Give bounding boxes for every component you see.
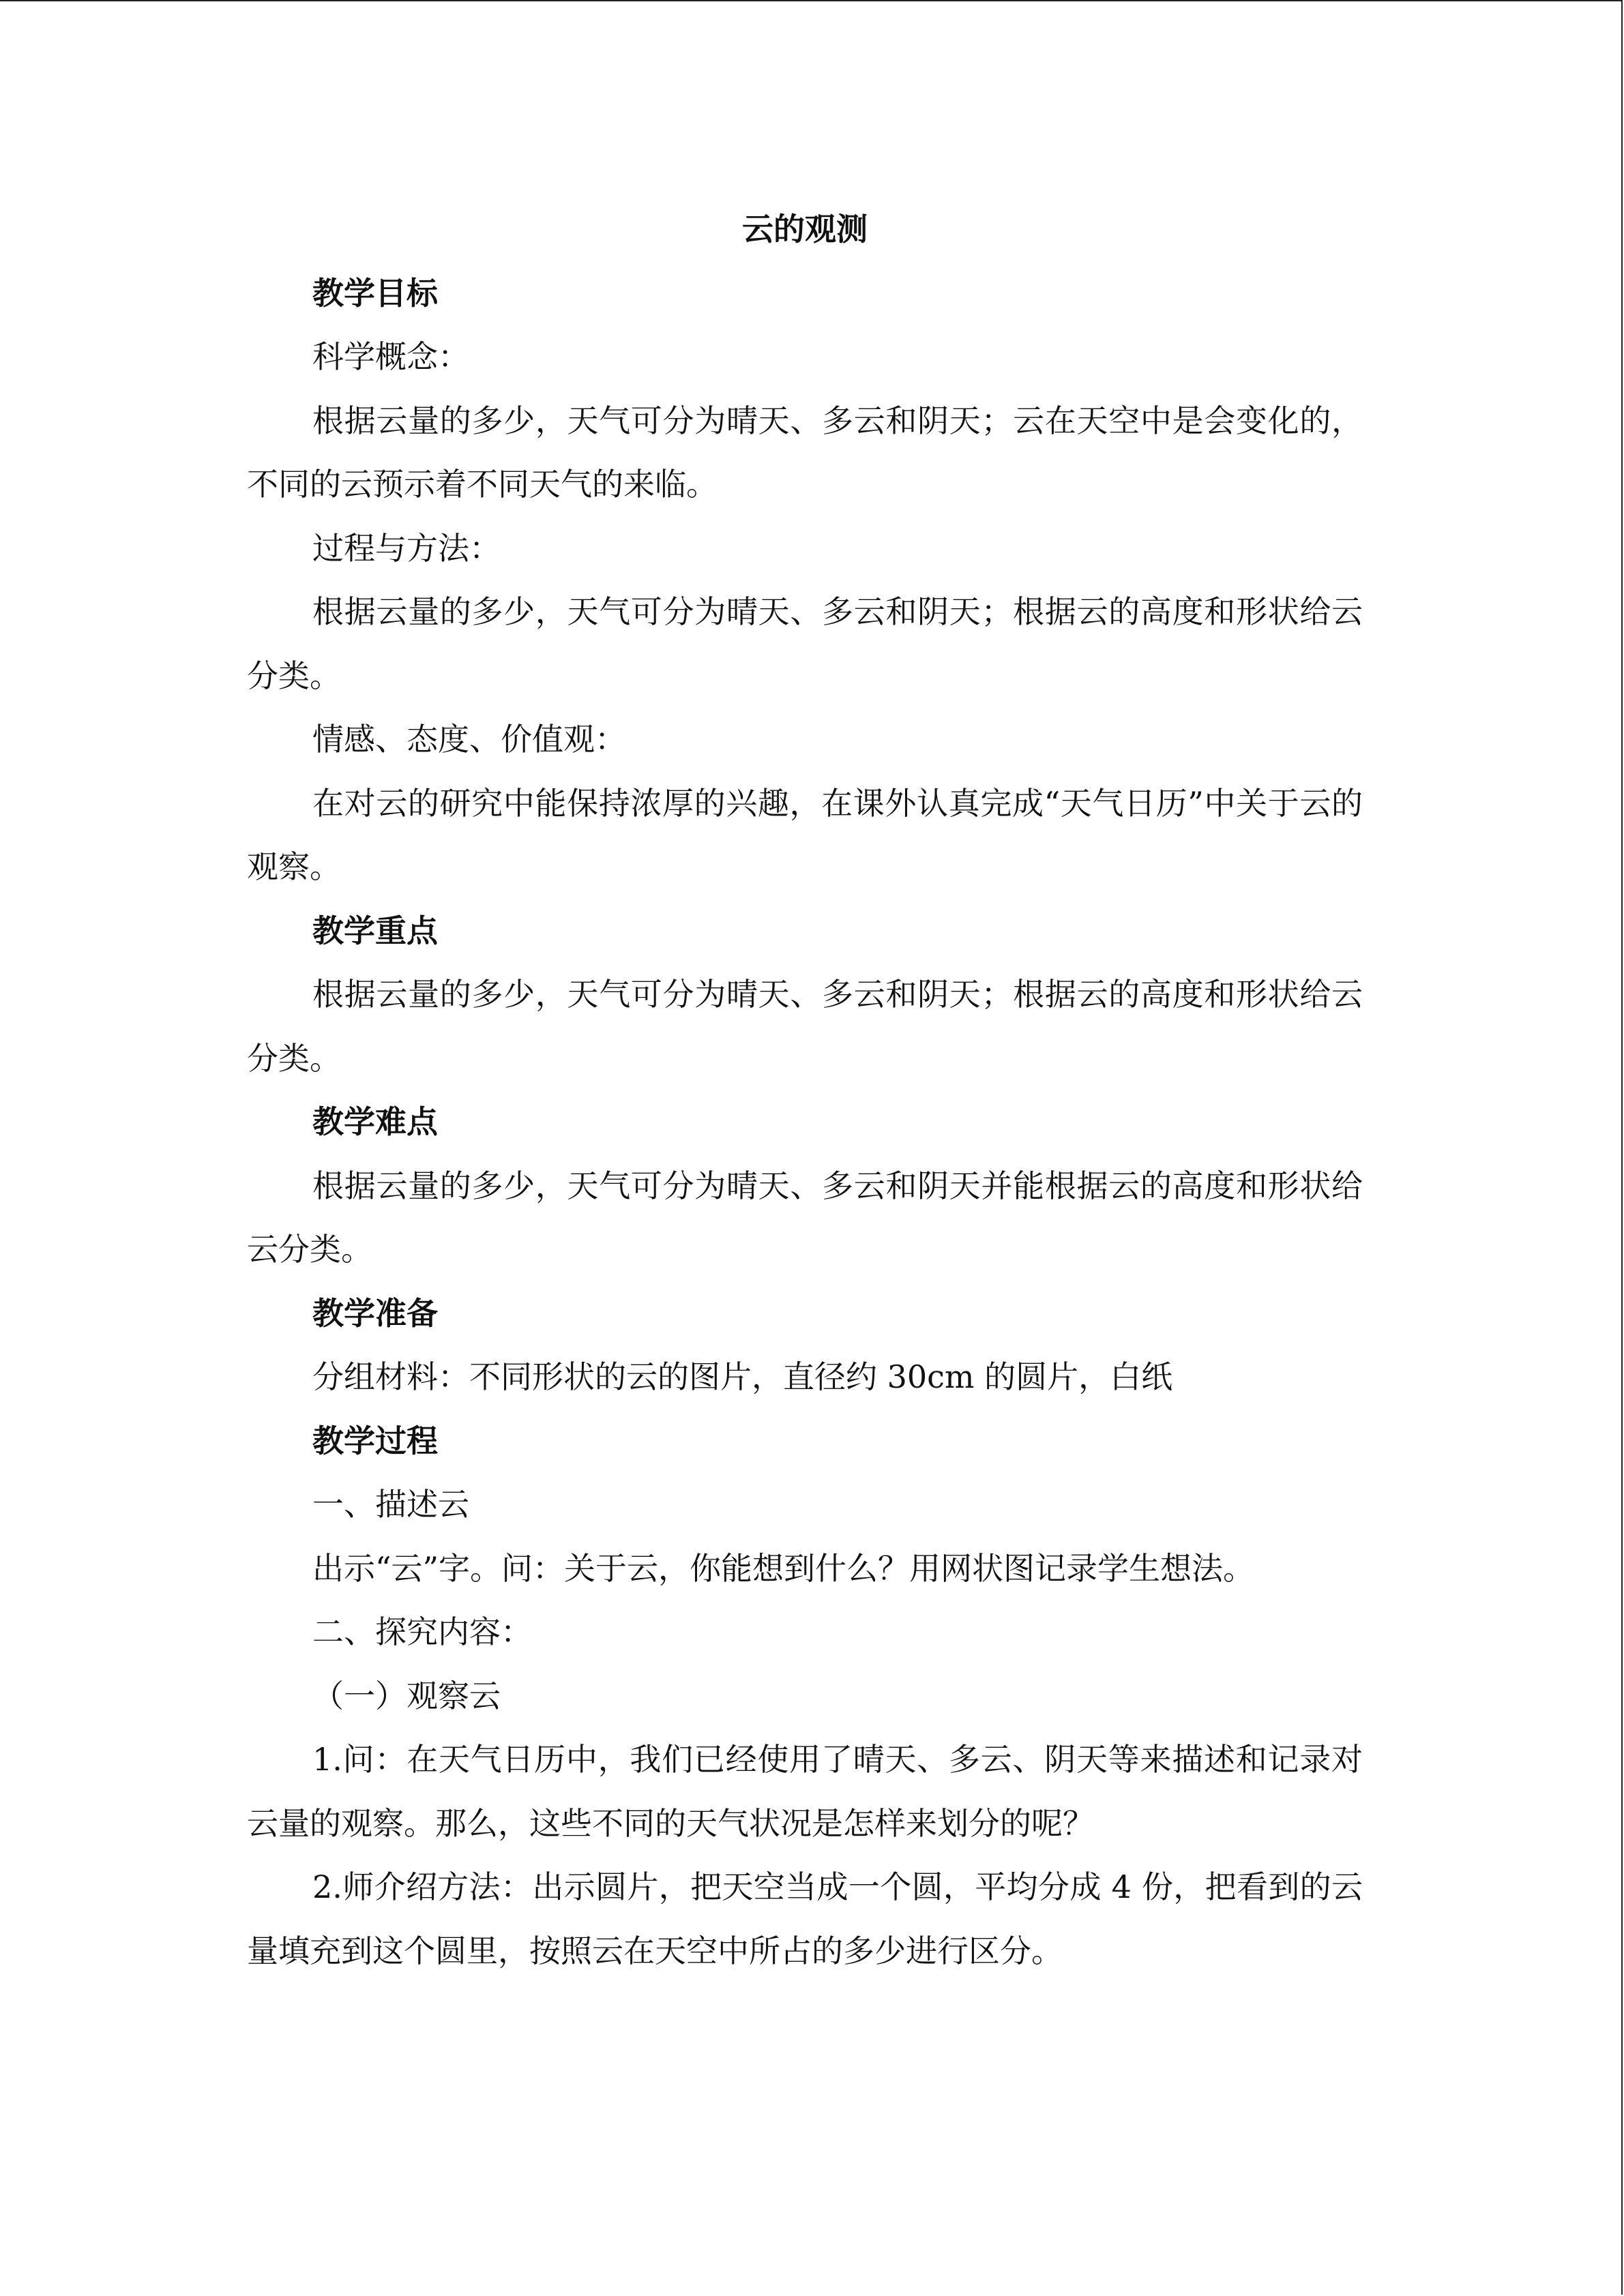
paragraph: 2.师介绍方法：出示圆片，把天空当成一个圆，平均分成 4 份，把看到的云量填充到这个圆里，按照云在天空中所占的多少进行区分。 <box>247 1868 1363 1969</box>
paragraph: 二、探究内容： <box>312 1613 532 1650</box>
paragraph: 根据云量的多少，天气可分为晴天、多云和阴天并能根据云的高度和形状给云分类。 <box>247 1167 1363 1268</box>
paragraph: 根据云量的多少，天气可分为晴天、多云和阴天；根据云的高度和形状给云分类。 <box>247 593 1363 694</box>
section-heading-objectives: 教学目标 <box>312 274 438 312</box>
paragraph: 一、描述云 <box>312 1486 469 1523</box>
paragraph: 出示“云”字。问：关于云，你能想到什么？用网状图记录学生想法。 <box>312 1549 1255 1587</box>
paragraph: 分组材料：不同形状的云的图片，直径约 30cm 的圆片，白纸 <box>312 1358 1173 1395</box>
paragraph: 根据云量的多少，天气可分为晴天、多云和阴天；云在天空中是会变化的，不同的云预示着不同天气的来临。 <box>247 402 1363 503</box>
section-heading-preparation: 教学准备 <box>312 1294 438 1332</box>
paragraph: 1.问：在天气日历中，我们已经使用了晴天、多云、阴天等来描述和记录对云量的观察。那么，这些不同的天气状况是怎样来划分的呢？ <box>247 1741 1363 1842</box>
section-heading-difficulties: 教学难点 <box>312 1103 438 1140</box>
section-heading-key-points: 教学重点 <box>312 912 438 949</box>
paragraph: （一）观察云 <box>312 1677 501 1714</box>
paragraph: 根据云量的多少，天气可分为晴天、多云和阴天；根据云的高度和形状给云分类。 <box>247 976 1363 1077</box>
paragraph: 情感、态度、价值观： <box>312 721 626 758</box>
document-title: 云的观测 <box>742 211 868 248</box>
paragraph: 在对云的研究中能保持浓厚的兴趣，在课外认真完成“天气日历”中关于云的观察。 <box>247 784 1363 885</box>
paragraph: 科学概念： <box>312 338 469 375</box>
paragraph: 过程与方法： <box>312 529 501 567</box>
section-heading-process: 教学过程 <box>312 1422 438 1459</box>
document-body <box>247 198 1363 1983</box>
